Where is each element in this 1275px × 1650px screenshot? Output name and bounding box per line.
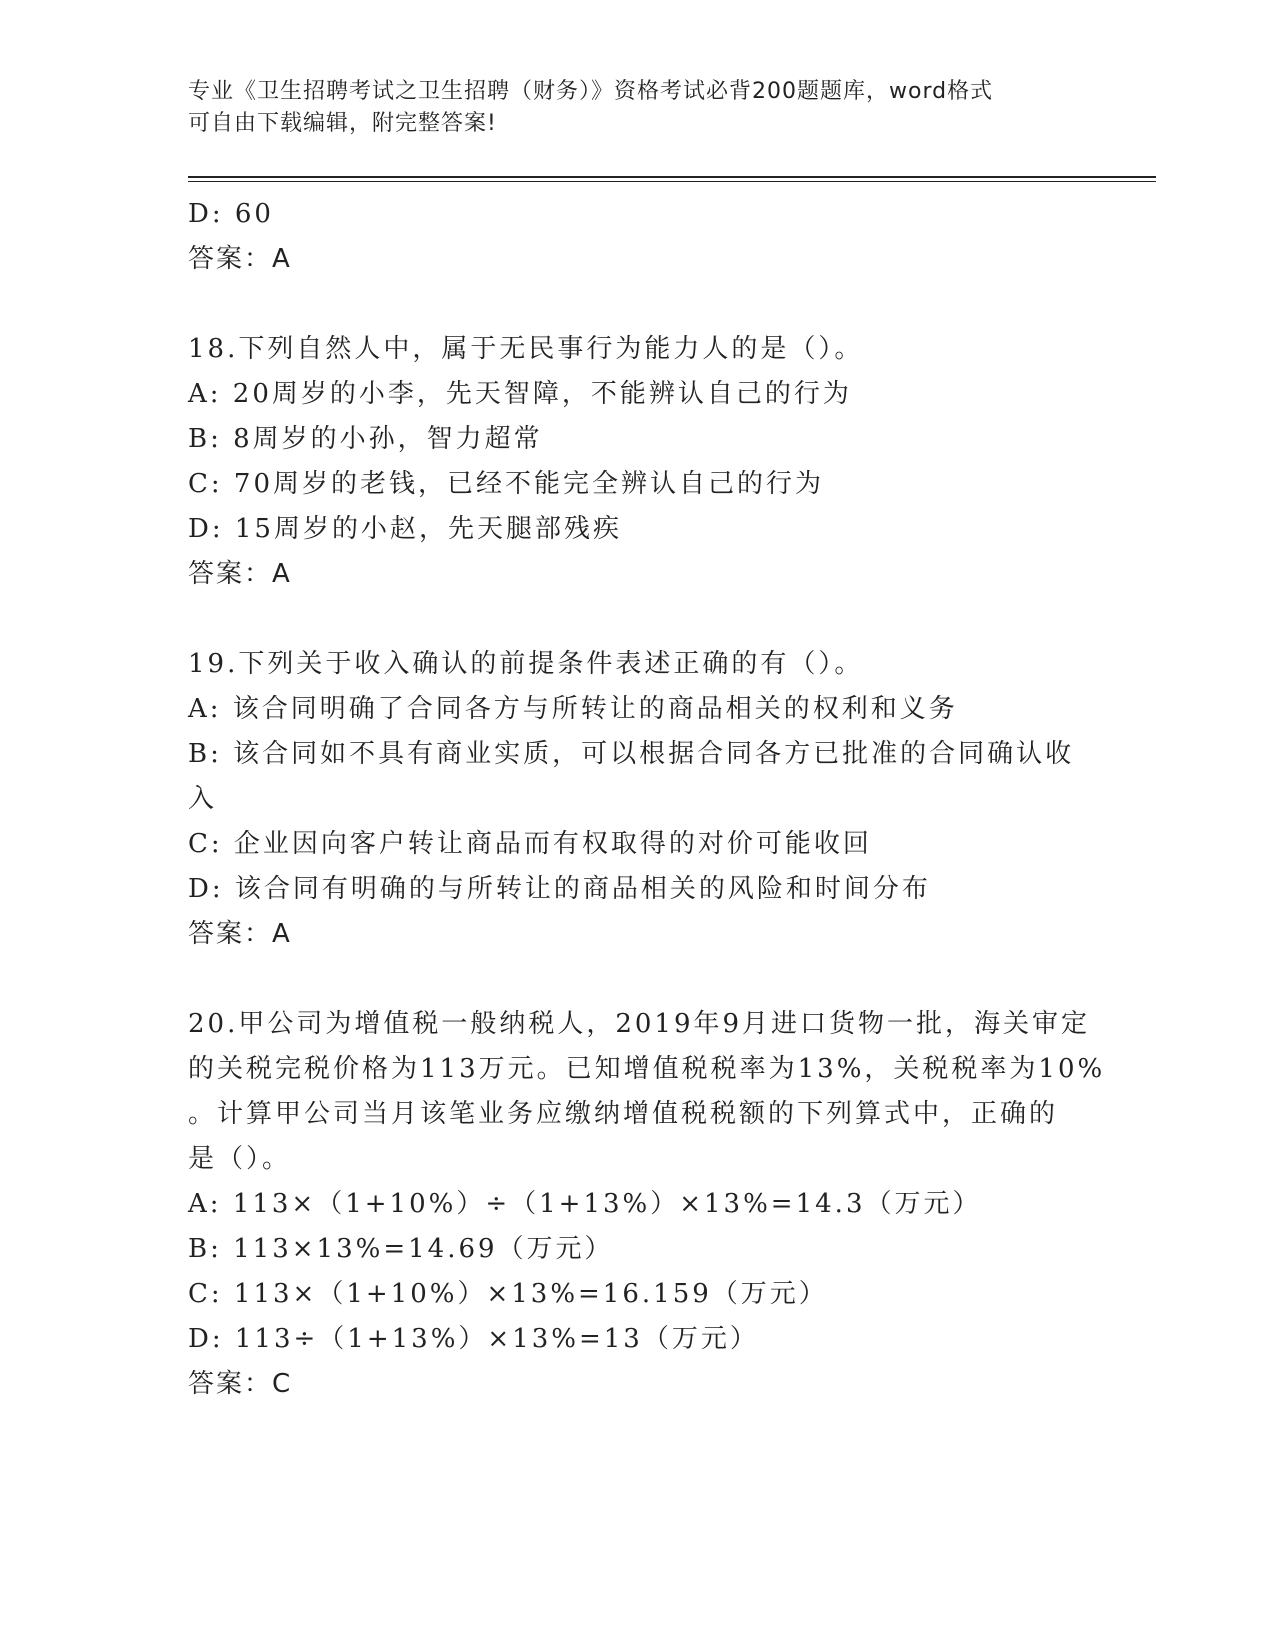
header-divider-thin	[188, 181, 1156, 182]
question-stem-continued: 是（）。	[188, 1144, 292, 1174]
option-b-continued: 入	[188, 784, 218, 814]
header-title-line-1: 专业《卫生招聘考试之卫生招聘（财务）》资格考试必背200题题库，word格式	[188, 79, 994, 104]
question-20	[188, 1002, 1106, 1407]
question-stem-continued: 的关税完税价格为113万元。已知增值税税率为13%，关税税率为10%	[188, 1054, 1106, 1084]
option-c: C: 113×（1+10%）×13%=16.159（万元）	[188, 1279, 828, 1309]
document-header	[188, 76, 1088, 140]
option-a: A: 该合同明确了合同各方与所转让的商品相关的权利和义务	[188, 694, 958, 724]
option-d: D: 该合同有明确的与所转让的商品相关的风险和时间分布	[188, 874, 931, 904]
option-b: B: 8周岁的小孙，智力超常	[188, 424, 543, 454]
question-stem: 20.甲公司为增值税一般纳税人，2019年9月进口货物一批，海关审定	[188, 1009, 1091, 1039]
header-title-line-2: 可自由下载编辑，附完整答案!	[188, 111, 497, 136]
question-18	[188, 327, 1088, 597]
question-content	[188, 192, 1106, 1407]
option-b: B: 113×13%=14.69（万元）	[188, 1234, 614, 1264]
answer-line: 答案：A	[188, 244, 292, 274]
option-c: C: 70周岁的老钱，已经不能完全辨认自己的行为	[188, 469, 825, 499]
answer-line: 答案：A	[188, 919, 292, 949]
option-a: A: 113×（1+10%）÷（1+13%）×13%=14.3（万元）	[188, 1189, 982, 1219]
spacer	[188, 957, 1088, 1002]
header-divider-thick	[188, 176, 1156, 178]
spacer	[188, 282, 1088, 327]
question-stem: 18.下列自然人中，属于无民事行为能力人的是（）。	[188, 334, 864, 364]
option-d: D: 113÷（1+13%）×13%=13（万元）	[188, 1324, 759, 1354]
spacer	[188, 597, 1088, 642]
question-19	[188, 642, 1088, 957]
question-stem: 19.下列关于收入确认的前提条件表述正确的有（）。	[188, 649, 864, 679]
answer-line: 答案：C	[188, 1369, 293, 1399]
option-d: D: 60	[188, 199, 274, 229]
previous-question-tail	[188, 192, 1088, 282]
answer-line: 答案：A	[188, 559, 292, 589]
option-c: C: 企业因向客户转让商品而有权取得的对价可能收回	[188, 829, 872, 859]
question-stem-continued: 。计算甲公司当月该笔业务应缴纳增值税税额的下列算式中，正确的	[188, 1099, 1059, 1129]
option-a: A: 20周岁的小李，先天智障，不能辨认自己的行为	[188, 379, 852, 409]
option-d: D: 15周岁的小赵，先天腿部残疾	[188, 514, 622, 544]
option-b: B: 该合同如不具有商业实质，可以根据合同各方已批准的合同确认收	[188, 739, 1075, 769]
